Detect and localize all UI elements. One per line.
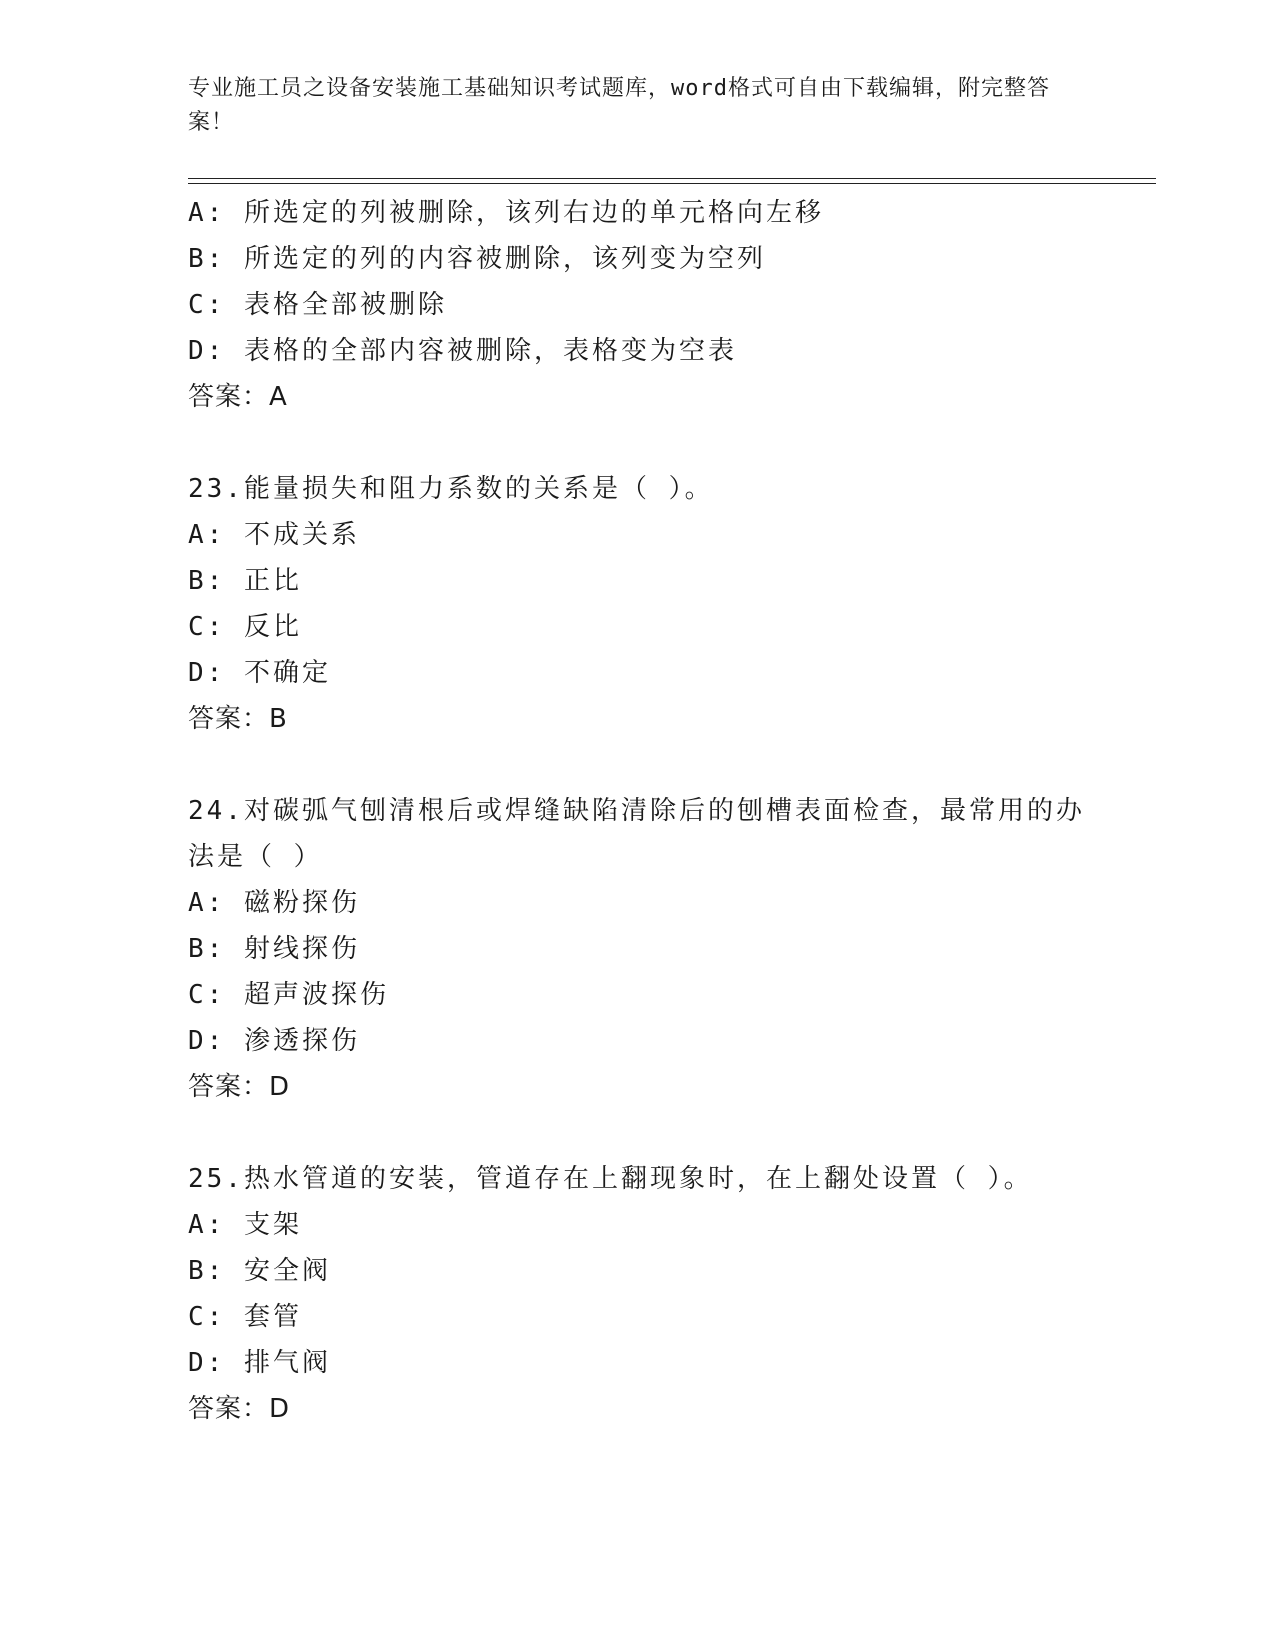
question-stem: 23.能量损失和阻力系数的关系是（ ）。 xyxy=(188,474,714,504)
answer-line: 答案：B xyxy=(188,704,288,734)
option-c: C: 超声波探伤 xyxy=(188,980,389,1010)
question-stem: 25.热水管道的安装，管道存在上翻现象时，在上翻处设置（ ）。 xyxy=(188,1164,1033,1194)
answer-line: 答案：A xyxy=(188,382,288,412)
question-block-25 xyxy=(188,1156,1088,1432)
header-divider-bottom xyxy=(188,183,1156,184)
option-a: A: 所选定的列被删除，该列右边的单元格向左移 xyxy=(188,198,824,228)
option-d: D: 渗透探伤 xyxy=(188,1026,360,1056)
question-spacer xyxy=(188,1110,1088,1156)
question-spacer xyxy=(188,420,1088,466)
option-c: C: 表格全部被删除 xyxy=(188,290,447,320)
option-b: B: 射线探伤 xyxy=(188,934,360,964)
question-stem-line-1: 24.对碳弧气刨清根后或焊缝缺陷清除后的刨槽表面检查，最常用的办 xyxy=(188,796,1085,826)
question-list xyxy=(188,190,1088,1432)
document-header: 专业施工员之设备安装施工基础知识考试题库，word格式可自由下载编辑，附完整答案！ xyxy=(188,76,1050,135)
question-block-22 xyxy=(188,190,1088,420)
question-block-24 xyxy=(188,788,1088,1110)
question-spacer xyxy=(188,742,1088,788)
header-divider-top xyxy=(188,178,1156,179)
option-b: B: 所选定的列的内容被删除，该列变为空列 xyxy=(188,244,766,274)
option-d: D: 表格的全部内容被删除，表格变为空表 xyxy=(188,336,737,366)
option-d: D: 不确定 xyxy=(188,658,331,688)
option-b: B: 正比 xyxy=(188,566,302,596)
option-c: C: 套管 xyxy=(188,1302,302,1332)
option-a: A: 磁粉探伤 xyxy=(188,888,360,918)
option-a: A: 支架 xyxy=(188,1210,302,1240)
question-block-23 xyxy=(188,466,1088,742)
answer-line: 答案：D xyxy=(188,1394,291,1424)
option-b: B: 安全阀 xyxy=(188,1256,331,1286)
option-a: A: 不成关系 xyxy=(188,520,360,550)
option-d: D: 排气阀 xyxy=(188,1348,331,1378)
question-stem-line-2: 法是（ ） xyxy=(188,842,323,872)
answer-line: 答案：D xyxy=(188,1072,291,1102)
option-c: C: 反比 xyxy=(188,612,302,642)
